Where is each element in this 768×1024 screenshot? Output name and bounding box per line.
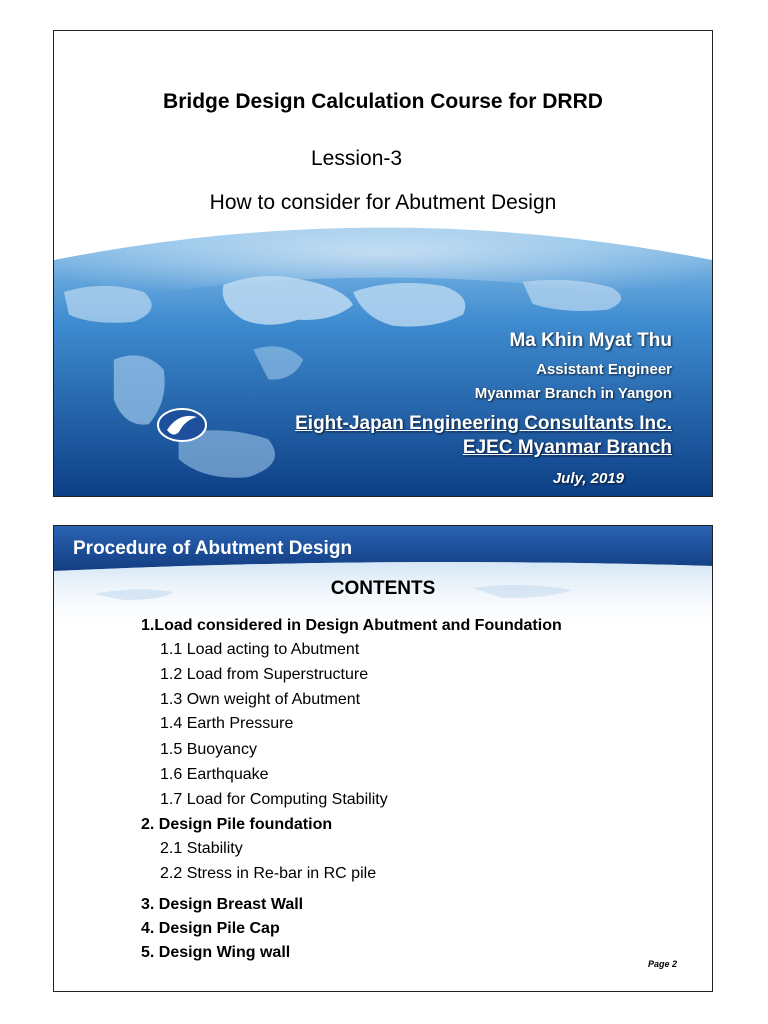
presenter-branch: Myanmar Branch in Yangon — [474, 385, 672, 402]
list-item: 1.5 Buoyancy — [160, 741, 257, 758]
presentation-date: July, 2019 — [552, 470, 624, 487]
list-item: 1.6 Earthquake — [160, 766, 269, 783]
list-item: 1.3 Own weight of Abutment — [160, 691, 361, 708]
list-item: 2. Design Pile foundation — [141, 816, 333, 833]
page-number: Page 2 — [648, 959, 678, 969]
list-item: 5. Design Wing wall — [141, 944, 291, 961]
presenter-name: Ma Khin Myat Thu — [509, 330, 672, 351]
contents-slide — [53, 525, 713, 992]
lesson-number: Lession-3 — [311, 147, 403, 170]
list-item: 2.2 Stress in Re-bar in RC pile — [160, 865, 377, 882]
list-item: 1.Load considered in Design Abutment and Foundation — [141, 617, 562, 634]
company-name[interactable]: Eight-Japan Engineering Consultants Inc. — [295, 413, 672, 434]
list-item: 3. Design Breast Wall — [141, 896, 304, 913]
slide-header: Procedure of Abutment Design — [73, 538, 353, 559]
title-slide — [53, 30, 713, 497]
presenter-role: Assistant Engineer — [536, 361, 672, 378]
list-item: 1.1 Load acting to Abutment — [160, 641, 360, 658]
lesson-topic: How to consider for Abutment Design — [209, 191, 557, 214]
list-item: 2.1 Stability — [160, 840, 243, 857]
company-branch[interactable]: EJEC Myanmar Branch — [462, 437, 672, 458]
list-item: 1.2 Load from Superstructure — [160, 666, 369, 683]
ejec-logo-icon — [157, 408, 207, 442]
list-item: 1.4 Earth Pressure — [160, 715, 294, 732]
list-item: 4. Design Pile Cap — [141, 920, 280, 937]
list-item: 1.7 Load for Computing Stability — [160, 791, 388, 808]
contents-heading: CONTENTS — [330, 578, 436, 599]
course-title: Bridge Design Calculation Course for DRRD — [163, 90, 603, 113]
